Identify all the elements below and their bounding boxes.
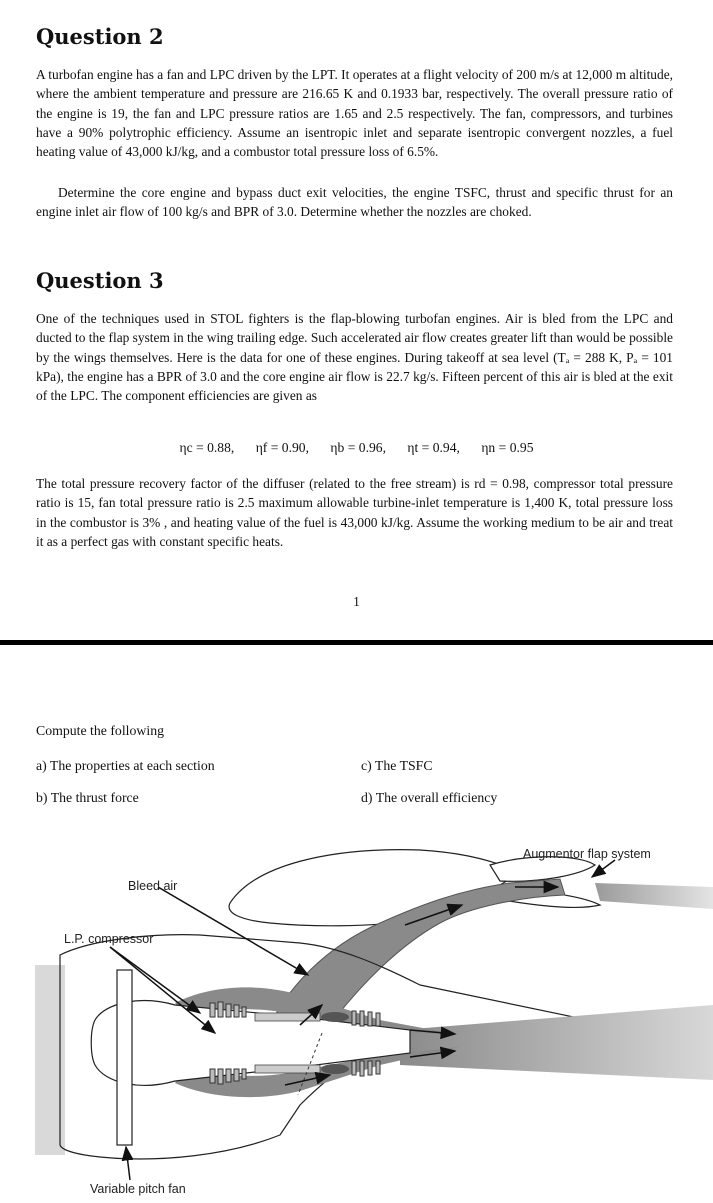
efficiency-equations — [0, 440, 713, 456]
question-3-title: Question 3 — [36, 268, 164, 293]
label-variable-pitch-fan: Variable pitch fan — [90, 1182, 186, 1196]
combustor-upper — [321, 1012, 349, 1022]
wing-outline — [229, 850, 520, 926]
page-number: 1 — [353, 594, 360, 609]
eta-f: ηf = 0.90, — [255, 440, 309, 455]
item-a: a) The properties at each section — [36, 758, 215, 773]
leader-fan — [126, 1147, 130, 1180]
eta-n: ηn = 0.95 — [481, 440, 534, 455]
eta-t: ηt = 0.94, — [407, 440, 460, 455]
label-augmentor-flap: Augmentor flap system — [523, 847, 651, 861]
eta-c: ηc = 0.88, — [179, 440, 235, 455]
item-d: d) The overall efficiency — [361, 790, 498, 805]
question-3-paragraph-2: The total pressure recovery factor of the diffuser (related to the free stream) is rd = 0.98, compressor total pressure ratio is 15, fan total pressure ratio is 2.5 maximum allowable turbine-inlet temperature is 1,400 K, total pressure loss in the combustor is 3% , and heating value of the fuel is 43,000 kJ/kg. Assume the working medium to be air and treat it as a perfect gas with constant specific heats. — [36, 476, 673, 549]
engine-figure — [0, 835, 713, 1203]
question-2-paragraph-2: Determine the core engine and bypass duct exit velocities, the engine TSFC, thrust and specific thrust for an engine inlet air flow of 100 kg/s and BPR of 3.0. Determine whether the nozzles are choked. — [36, 185, 673, 220]
variable-pitch-fan — [117, 970, 132, 1145]
combustor-lower — [321, 1064, 349, 1074]
compute-intro: Compute the following — [36, 723, 164, 738]
eta-b: ηb = 0.96, — [330, 440, 386, 455]
hp-compressor-upper — [255, 1013, 320, 1021]
item-c: c) The TSFC — [361, 758, 433, 773]
page-2 — [0, 645, 713, 1203]
label-bleed-air: Bleed air — [128, 879, 178, 893]
flap-jet — [595, 883, 713, 909]
question-2-title: Question 2 — [36, 24, 164, 49]
hp-compressor-lower — [255, 1065, 320, 1073]
question-3-paragraph-1: One of the techniques used in STOL fighters is the flap-blowing turbofan engines. Air is bled from the LPC and ducted to the flap system in the wing trailing edge. Such accelerated air flow creates greater lift than would be possible by the wings themselves. Here is the data for one of these engines. During takeoff at sea level (Tₐ = 288 K, Pₐ = 101 kPa), the engine has a BPR of 3.0 and the core engine air flow is 22.7 kg/s. Fifteen percent of this air is bled at the exit of the LPC. The component efficiencies are given as — [36, 311, 673, 404]
exhaust-plume — [400, 1005, 713, 1080]
label-lp-compressor: L.P. compressor — [64, 932, 154, 946]
leader-augmentor — [592, 860, 615, 877]
question-2-paragraph-1: A turbofan engine has a fan and LPC driven by the LPT. It operates at a flight velocity of 200 m/s at 12,000 m altitude, where the ambient temperature and pressure are 216.65 K and 0.1933 bar, respectively. The overall pressure ratio of the engine is 19, the fan and LPC pressure ratios are 1.65 and 2.5 respectively. The fan, compressors, and turbines have a 90% polytrophic efficiency. Assume an isentropic inlet and separate isentropic convergent nozzles, a fuel heating value of 43,000 kJ/kg, and a combustor total pressure loss of 6.5%. — [36, 67, 673, 160]
item-b: b) The thrust force — [36, 790, 139, 805]
